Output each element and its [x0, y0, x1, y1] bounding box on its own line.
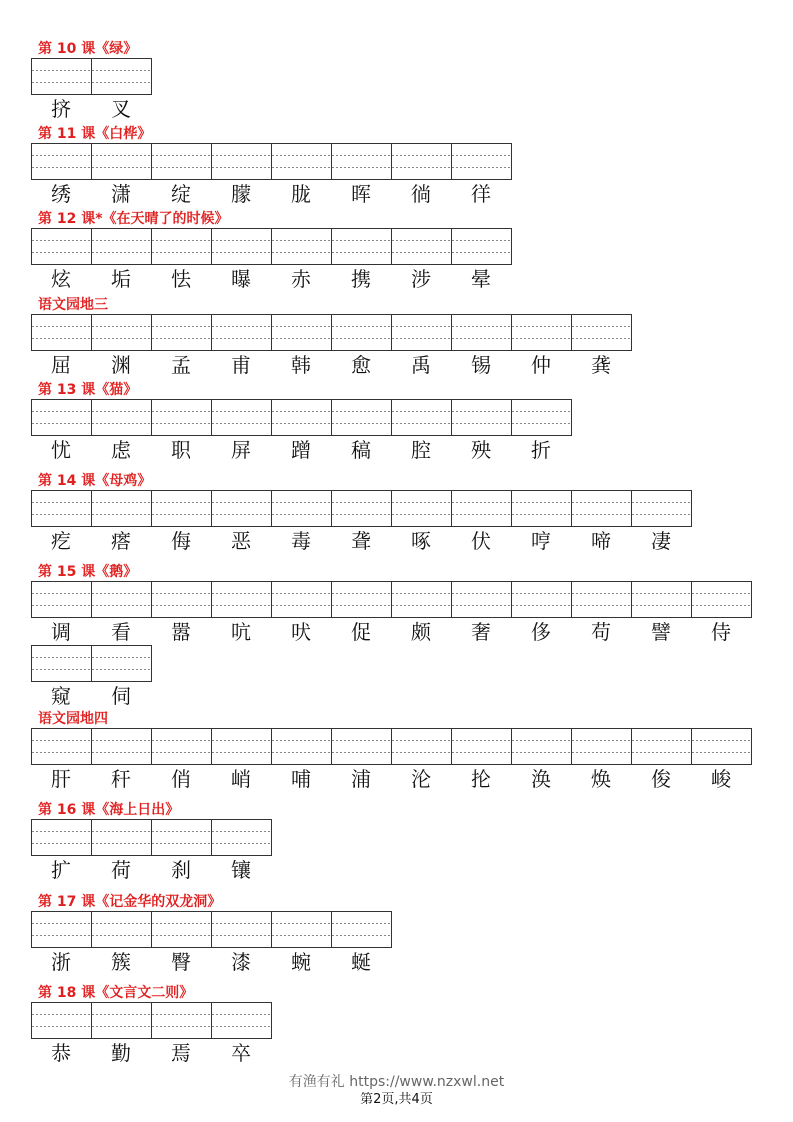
writing-cell[interactable]: [272, 729, 332, 765]
writing-cell[interactable]: [272, 582, 332, 618]
writing-cell[interactable]: [32, 820, 92, 856]
vocab-character: 侮: [171, 529, 191, 553]
vocab-character: 绣: [51, 182, 71, 206]
vocab-character: 蜒: [351, 950, 371, 974]
vocab-character: 晕: [471, 267, 491, 291]
writing-cell[interactable]: [152, 1003, 212, 1039]
vocab-character: 勤: [111, 1041, 131, 1065]
vocab-character: 毒: [291, 529, 311, 553]
writing-cell[interactable]: [512, 491, 572, 527]
vocab-character: 浙: [51, 950, 71, 974]
writing-cell[interactable]: [632, 582, 692, 618]
writing-cell[interactable]: [212, 400, 272, 436]
lesson-title: 第 17 课《记金华的双龙洞》: [38, 894, 222, 910]
writing-grid: [31, 581, 752, 618]
vocab-character: 漆: [231, 950, 251, 974]
vocab-character: 看: [111, 620, 131, 644]
vocab-character: 啄: [411, 529, 431, 553]
writing-cell[interactable]: [212, 315, 272, 351]
vocab-character: 殃: [471, 438, 491, 462]
writing-cell[interactable]: [32, 400, 92, 436]
vocab-character: 禹: [411, 353, 431, 377]
lesson-block: [31, 801, 272, 884]
writing-cell[interactable]: [92, 646, 152, 682]
vocab-character: 恶: [231, 529, 251, 553]
lesson-block: [31, 984, 272, 1067]
writing-cell[interactable]: [152, 144, 212, 180]
writing-cell[interactable]: [32, 729, 92, 765]
vocab-character: 譬: [651, 620, 671, 644]
vocab-character: 垢: [111, 267, 131, 291]
writing-cell[interactable]: [512, 400, 572, 436]
writing-cell[interactable]: [92, 491, 152, 527]
writing-cell[interactable]: [212, 729, 272, 765]
writing-grid: [31, 314, 632, 351]
writing-cell[interactable]: [152, 491, 212, 527]
writing-cell[interactable]: [452, 229, 512, 265]
writing-grid: [31, 1002, 272, 1039]
vocab-character: 簇: [111, 950, 131, 974]
writing-cell[interactable]: [512, 729, 572, 765]
writing-cell[interactable]: [332, 315, 392, 351]
writing-cell[interactable]: [692, 729, 752, 765]
lesson-block: [31, 210, 512, 293]
writing-cell[interactable]: [452, 729, 512, 765]
writing-cell[interactable]: [152, 315, 212, 351]
writing-cell[interactable]: [272, 229, 332, 265]
lesson-block: [31, 40, 152, 123]
writing-cell[interactable]: [212, 1003, 272, 1039]
vocab-character: 锡: [471, 353, 491, 377]
vocab-character: 凄: [651, 529, 671, 553]
vocab-character: 职: [171, 438, 191, 462]
vocab-character: 颇: [411, 620, 431, 644]
writing-grid: [31, 645, 152, 682]
vocab-character: 沦: [411, 767, 431, 791]
character-row: [31, 1039, 272, 1067]
lesson-title: 第 15 课《鹅》: [38, 564, 138, 580]
vocab-character: 荷: [111, 858, 131, 882]
writing-cell[interactable]: [212, 912, 272, 948]
writing-cell[interactable]: [92, 582, 152, 618]
character-row: [31, 682, 152, 710]
writing-cell[interactable]: [32, 315, 92, 351]
vocab-character: 吭: [231, 620, 251, 644]
character-row: [31, 180, 512, 208]
lesson-block: [31, 381, 572, 464]
vocab-character: 刹: [171, 858, 191, 882]
writing-cell[interactable]: [392, 729, 452, 765]
vocab-character: 虑: [111, 438, 131, 462]
writing-cell[interactable]: [392, 229, 452, 265]
writing-cell[interactable]: [152, 729, 212, 765]
character-row: [31, 765, 752, 793]
writing-cell[interactable]: [392, 144, 452, 180]
vocab-character: 潇: [111, 182, 131, 206]
writing-cell[interactable]: [572, 729, 632, 765]
lesson-block: [31, 125, 512, 208]
writing-cell[interactable]: [92, 315, 152, 351]
vocab-character: 徜: [411, 182, 431, 206]
vocab-character: 晖: [351, 182, 371, 206]
character-row: [31, 265, 512, 293]
writing-cell[interactable]: [152, 400, 212, 436]
footer-website: 有渔有礼 https://www.nzxwl.net: [288, 1074, 505, 1090]
lesson-block: [31, 710, 752, 793]
writing-cell[interactable]: [452, 315, 512, 351]
writing-cell[interactable]: [92, 59, 152, 95]
vocab-character: 奢: [471, 620, 491, 644]
writing-cell[interactable]: [32, 144, 92, 180]
vocab-character: 焉: [171, 1041, 191, 1065]
writing-cell[interactable]: [32, 59, 92, 95]
vocab-character: 蜿: [291, 950, 311, 974]
vocab-character: 哺: [291, 767, 311, 791]
vocab-character: 伺: [111, 684, 131, 708]
writing-cell[interactable]: [212, 229, 272, 265]
vocab-character: 龚: [591, 353, 611, 377]
vocab-character: 屏: [231, 438, 251, 462]
vocab-character: 扩: [51, 858, 71, 882]
writing-cell[interactable]: [452, 400, 512, 436]
writing-cell[interactable]: [92, 912, 152, 948]
vocab-character: 携: [351, 267, 371, 291]
writing-cell[interactable]: [332, 144, 392, 180]
vocab-character: 嚣: [171, 620, 191, 644]
character-row: [31, 856, 272, 884]
vocab-character: 聋: [351, 529, 371, 553]
writing-cell[interactable]: [512, 315, 572, 351]
vocab-character: 吠: [291, 620, 311, 644]
lesson-block: [31, 296, 632, 379]
vocab-character: 调: [51, 620, 71, 644]
writing-cell[interactable]: [212, 582, 272, 618]
vocab-character: 俏: [171, 767, 191, 791]
lesson-title: 第 13 课《猫》: [38, 382, 138, 398]
writing-cell[interactable]: [632, 729, 692, 765]
writing-cell[interactable]: [32, 912, 92, 948]
writing-cell[interactable]: [152, 582, 212, 618]
writing-cell[interactable]: [212, 820, 272, 856]
writing-cell[interactable]: [392, 582, 452, 618]
lesson-title: 第 10 课《绿》: [38, 41, 138, 57]
lesson-title: 语文园地三: [38, 297, 108, 313]
writing-cell[interactable]: [92, 229, 152, 265]
writing-cell[interactable]: [272, 400, 332, 436]
vocab-character: 徉: [471, 182, 491, 206]
vocab-character: 赤: [291, 267, 311, 291]
vocab-character: 曝: [231, 267, 251, 291]
writing-cell[interactable]: [632, 491, 692, 527]
lesson-title: 语文园地四: [38, 711, 108, 727]
vocab-character: 峭: [231, 767, 251, 791]
vocab-character: 稿: [351, 438, 371, 462]
writing-cell[interactable]: [332, 912, 392, 948]
writing-cell[interactable]: [212, 144, 272, 180]
character-row: [31, 95, 152, 123]
writing-cell[interactable]: [32, 582, 92, 618]
writing-cell[interactable]: [572, 315, 632, 351]
lesson-title: 第 12 课*《在天晴了的时候》: [38, 211, 229, 227]
vocab-character: 仲: [531, 353, 551, 377]
writing-cell[interactable]: [32, 491, 92, 527]
writing-cell[interactable]: [92, 729, 152, 765]
vocab-character: 怯: [171, 267, 191, 291]
vocab-character: 抡: [471, 767, 491, 791]
character-row: [31, 436, 572, 464]
writing-cell[interactable]: [452, 491, 512, 527]
lesson-title: 第 16 课《海上日出》: [38, 802, 180, 818]
writing-cell[interactable]: [332, 400, 392, 436]
writing-grid: [31, 58, 152, 95]
writing-grid: [31, 228, 512, 265]
vocab-character: 涉: [411, 267, 431, 291]
vocab-character: 哼: [531, 529, 551, 553]
lesson-title: 第 14 课《母鸡》: [38, 473, 152, 489]
writing-cell[interactable]: [152, 820, 212, 856]
vocab-character: 腔: [411, 438, 431, 462]
writing-cell[interactable]: [332, 729, 392, 765]
vocab-character: 侈: [531, 620, 551, 644]
writing-cell[interactable]: [272, 144, 332, 180]
writing-cell[interactable]: [92, 400, 152, 436]
vocab-character: 涣: [531, 767, 551, 791]
vocab-character: 肝: [51, 767, 71, 791]
vocab-character: 侍: [711, 620, 731, 644]
writing-cell[interactable]: [392, 491, 452, 527]
writing-cell[interactable]: [92, 820, 152, 856]
character-row: [31, 351, 632, 379]
vocab-character: 苟: [591, 620, 611, 644]
writing-grid: [31, 490, 692, 527]
vocab-character: 啼: [591, 529, 611, 553]
vocab-character: 屈: [51, 353, 71, 377]
vocab-character: 镶: [231, 858, 251, 882]
vocab-character: 折: [531, 438, 551, 462]
vocab-character: 卒: [231, 1041, 251, 1065]
writing-cell[interactable]: [392, 400, 452, 436]
vocab-character: 促: [351, 620, 371, 644]
lesson-block: [31, 472, 692, 555]
lesson-title: 第 18 课《文言文二则》: [38, 985, 194, 1001]
writing-cell[interactable]: [92, 1003, 152, 1039]
vocab-character: 恭: [51, 1041, 71, 1065]
writing-cell[interactable]: [92, 144, 152, 180]
vocab-character: 忧: [51, 438, 71, 462]
character-row: [31, 618, 752, 646]
writing-grid: [31, 143, 512, 180]
writing-cell[interactable]: [692, 582, 752, 618]
vocab-character: 臀: [171, 950, 191, 974]
writing-cell[interactable]: [272, 491, 332, 527]
writing-cell[interactable]: [332, 491, 392, 527]
vocab-character: 韩: [291, 353, 311, 377]
vocab-character: 伏: [471, 529, 491, 553]
writing-cell[interactable]: [272, 315, 332, 351]
vocab-character: 俊: [651, 767, 671, 791]
vocab-character: 秆: [111, 767, 131, 791]
lesson-block: [31, 645, 152, 710]
writing-cell[interactable]: [32, 646, 92, 682]
writing-cell[interactable]: [452, 144, 512, 180]
writing-cell[interactable]: [392, 315, 452, 351]
writing-grid: [31, 911, 392, 948]
writing-grid: [31, 819, 272, 856]
lesson-block: [31, 893, 392, 976]
vocab-character: 绽: [171, 182, 191, 206]
writing-cell[interactable]: [32, 229, 92, 265]
character-row: [31, 527, 692, 555]
vocab-character: 蹭: [291, 438, 311, 462]
writing-cell[interactable]: [212, 491, 272, 527]
vocab-character: 愈: [351, 353, 371, 377]
vocab-character: 渊: [111, 353, 131, 377]
vocab-character: 瘩: [111, 529, 131, 553]
lesson-block: [31, 563, 752, 646]
writing-cell[interactable]: [452, 582, 512, 618]
vocab-character: 朦: [231, 182, 251, 206]
vocab-character: 挤: [51, 97, 71, 121]
vocab-character: 叉: [111, 97, 131, 121]
writing-cell[interactable]: [152, 229, 212, 265]
vocab-character: 炫: [51, 267, 71, 291]
writing-cell[interactable]: [272, 912, 332, 948]
writing-cell[interactable]: [572, 582, 632, 618]
writing-cell[interactable]: [32, 1003, 92, 1039]
vocab-character: 胧: [291, 182, 311, 206]
writing-cell[interactable]: [332, 229, 392, 265]
vocab-character: 窥: [51, 684, 71, 708]
vocab-character: 甫: [231, 353, 251, 377]
lesson-title: 第 11 课《白桦》: [38, 126, 152, 142]
vocab-character: 疙: [51, 529, 71, 553]
character-row: [31, 948, 392, 976]
footer-page-number: 第2页,共4页: [360, 1092, 433, 1107]
writing-cell[interactable]: [332, 582, 392, 618]
writing-cell[interactable]: [152, 912, 212, 948]
writing-grid: [31, 728, 752, 765]
writing-grid: [31, 399, 572, 436]
writing-cell[interactable]: [512, 582, 572, 618]
vocab-character: 孟: [171, 353, 191, 377]
vocab-character: 浦: [351, 767, 371, 791]
writing-cell[interactable]: [572, 491, 632, 527]
vocab-character: 峻: [711, 767, 731, 791]
vocab-character: 焕: [591, 767, 611, 791]
